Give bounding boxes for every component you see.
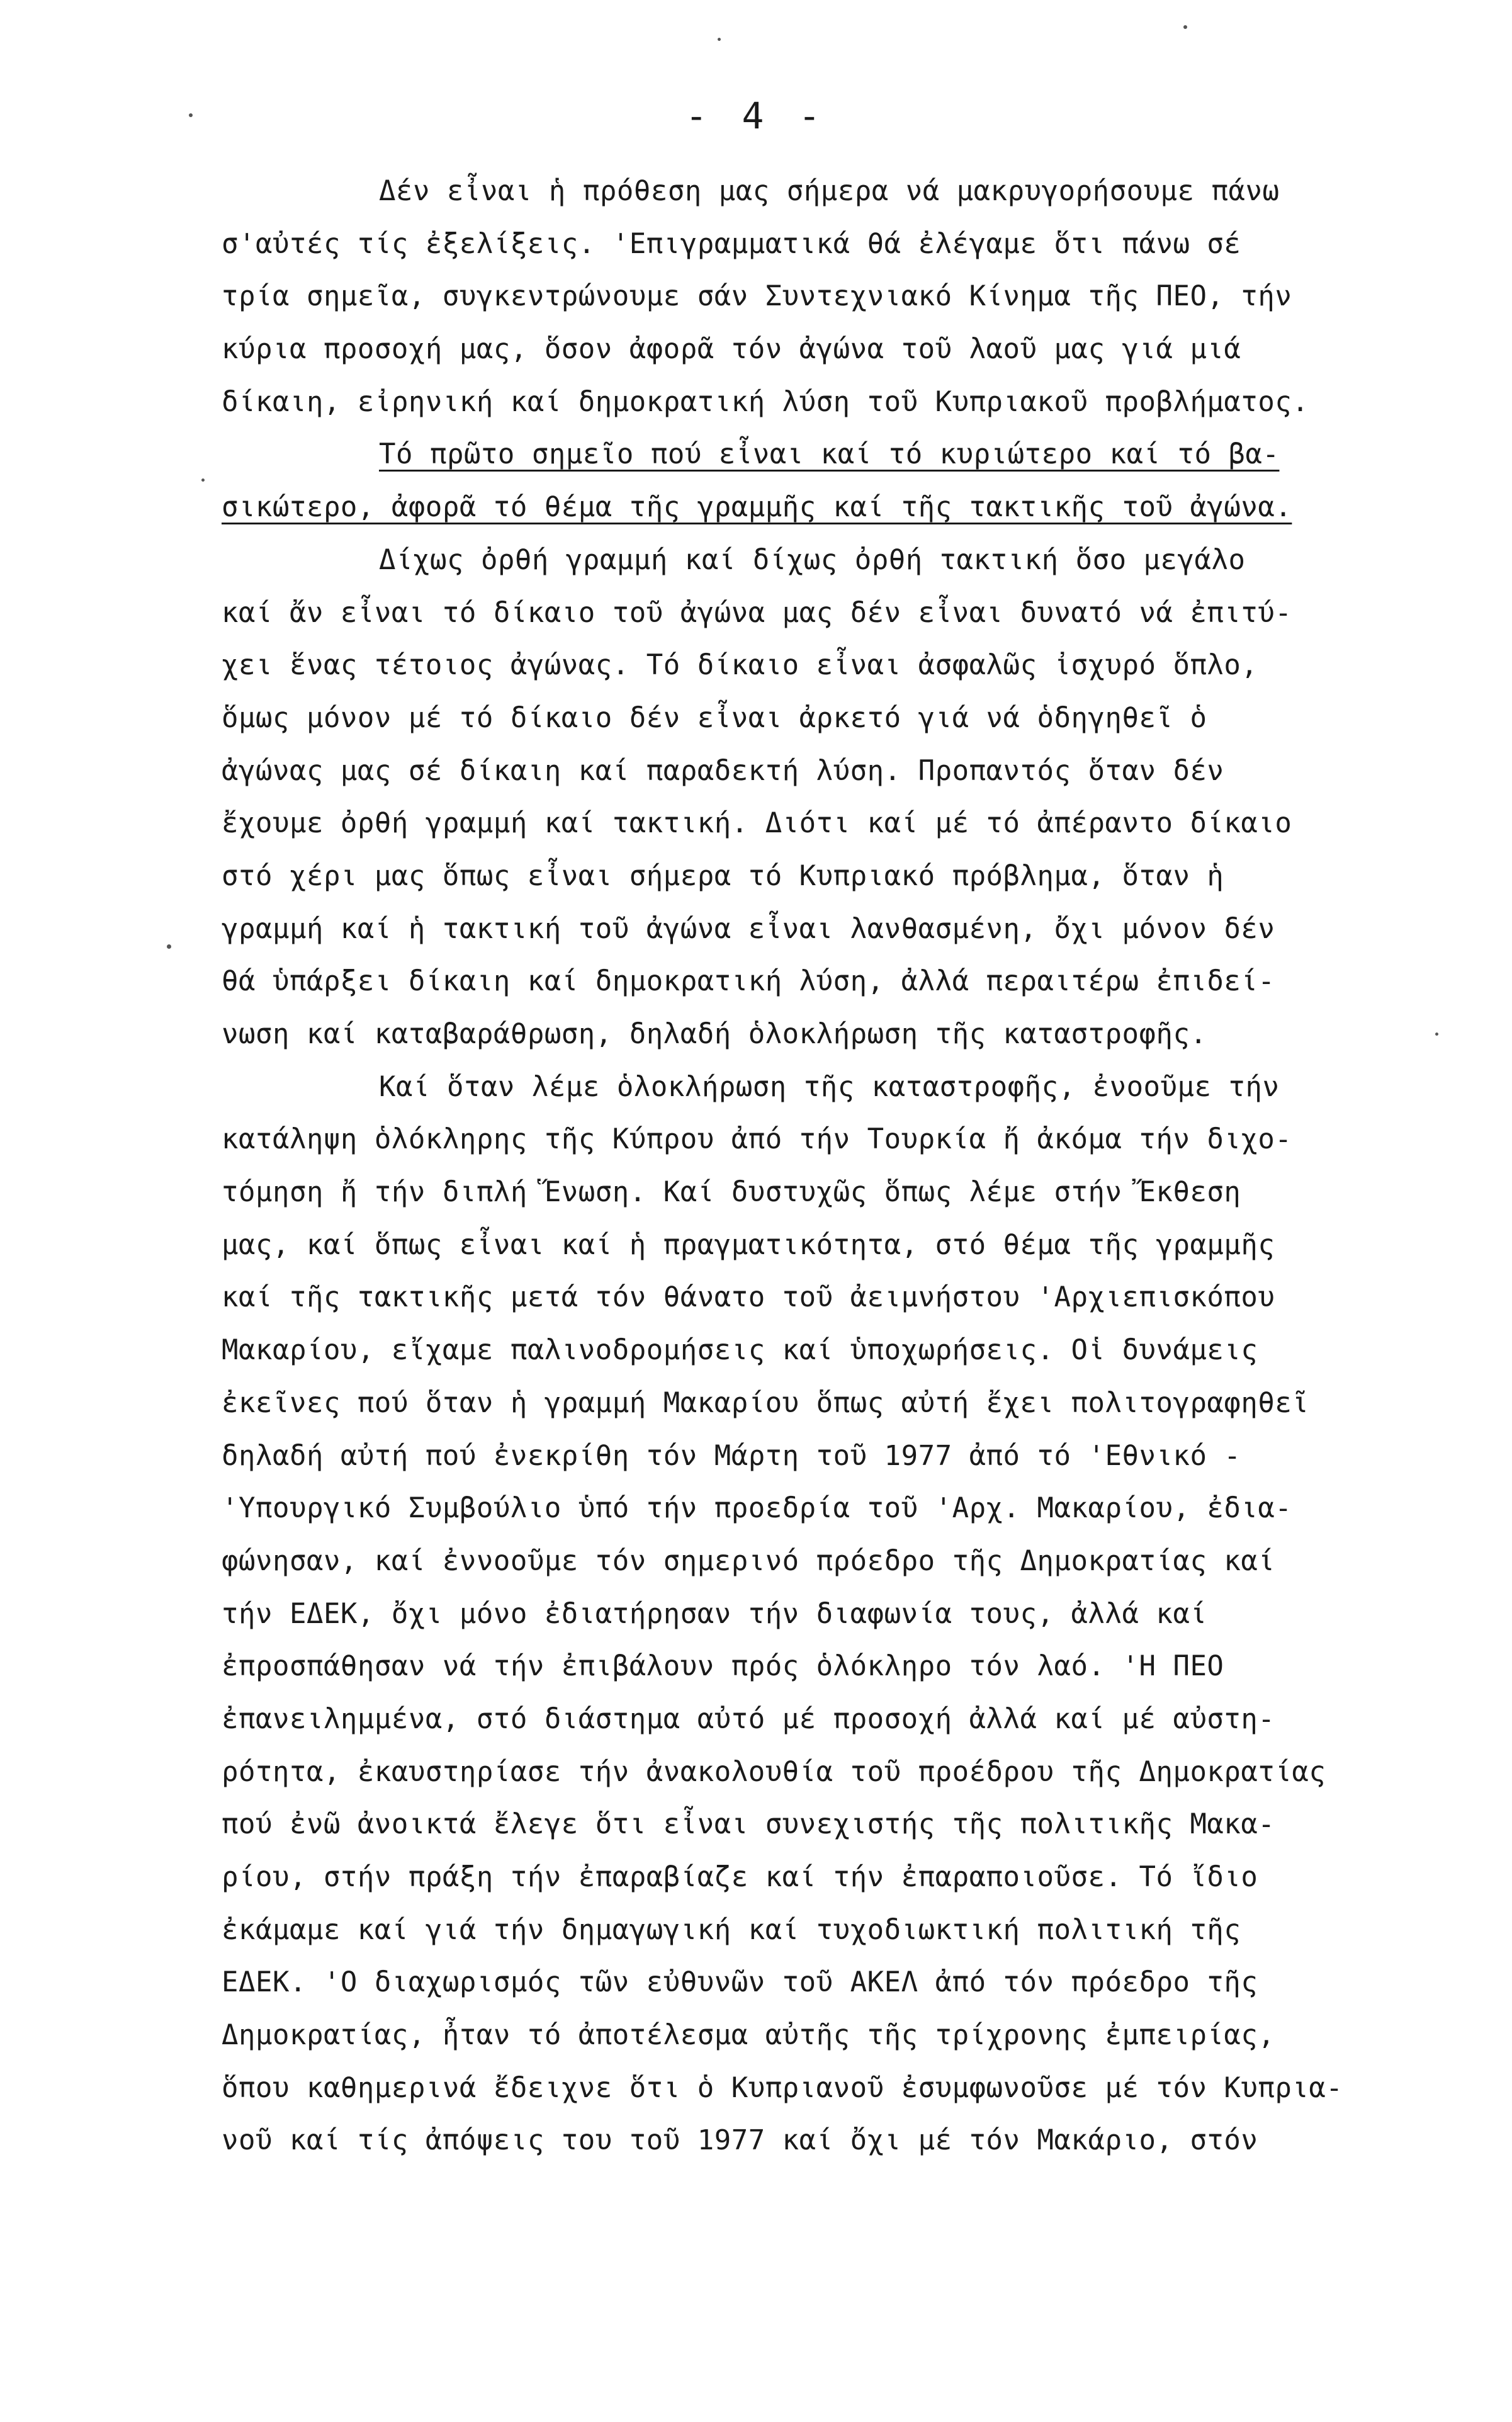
text-line xyxy=(222,955,1405,1008)
text-line-content: Καί ὅταν λέμε ὁλοκλήρωση τῆς καταστροφῆς, ἐνοοῦμε τήν xyxy=(379,1070,1280,1103)
text-line-content: ἐκεῖνες πού ὅταν ἡ γραμμή Μακαρίου ὅπως αὐτή ἔχει πολιτογραφηθεῖ xyxy=(222,1386,1309,1419)
body-text xyxy=(222,165,1405,2167)
text-line xyxy=(222,1746,1405,1799)
text-line-content: ΕΔΕΚ. 'Ο διαχωρισμός τῶν εὐθυνῶν τοῦ ΑΚΕΛ ἀπό τόν πρόεδρο τῆς xyxy=(222,1966,1258,1999)
text-line-content: νωση καί καταβαράθρωση, δηλαδή ὁλοκλήρωση τῆς καταστροφῆς. xyxy=(222,1018,1207,1050)
text-line xyxy=(222,1640,1405,1693)
scan-speck xyxy=(1435,1033,1438,1036)
text-line-content: ἐπροσπάθησαν νά τήν ἐπιβάλουν πρός ὁλόκληρο τόν λαό. 'Η ΠΕΟ xyxy=(222,1650,1224,1683)
text-line-content: πού ἐνῶ ἀνοικτά ἔλεγε ὅτι εἶναι συνεχιστής τῆς πολιτικῆς Μακα- xyxy=(222,1808,1275,1841)
text-line-content: σ'αὐτές τίς ἐξελίξεις. 'Επιγραμματικά θά ἐλέγαμε ὅτι πάνω σέ xyxy=(222,227,1241,260)
text-line xyxy=(222,1851,1405,1904)
page-number: - 4 - xyxy=(685,94,827,137)
text-line-content: θά ὑπάρξει δίκαιη καί δημοκρατική λύση, ἀλλά περαιτέρω ἐπιδεί- xyxy=(222,965,1275,998)
text-line-content: μας, καί ὅπως εἶναι καί ἡ πραγματικότητα, στό θέμα τῆς γραμμῆς xyxy=(222,1228,1275,1261)
text-line xyxy=(222,587,1405,640)
text-line xyxy=(222,1430,1405,1483)
text-line-content: δίκαιη, εἰρηνική καί δημοκρατική λύση τοῦ Κυπριακοῦ προβλήματος. xyxy=(222,385,1309,418)
text-line xyxy=(222,1061,1405,1114)
text-line-content: κύρια προσοχή μας, ὅσον ἀφορᾶ τόν ἀγώνα τοῦ λαοῦ μας γιά μιά xyxy=(222,333,1241,366)
scan-speck xyxy=(201,478,205,482)
text-line xyxy=(222,903,1405,956)
scan-speck xyxy=(1183,25,1187,29)
scan-speck xyxy=(167,944,171,949)
text-line xyxy=(222,1956,1405,2009)
text-line-content: τρία σημεῖα, συγκεντρώνουμε σάν Συντεχνιακό Κίνημα τῆς ΠΕΟ, τήν xyxy=(222,280,1292,313)
text-line-content: τόμηση ἤ τήν διπλή Ἕνωση. Καί δυστυχῶς ὅπως λέμε στήν Ἔκθεση xyxy=(222,1176,1241,1209)
text-line xyxy=(222,1693,1405,1746)
text-line xyxy=(222,1008,1405,1061)
text-line-content: φώνησαν, καί ἐννοοῦμε τόν σημερινό πρόεδρο τῆς Δημοκρατίας καί xyxy=(222,1544,1275,1577)
text-line-content: καί τῆς τακτικῆς μετά τόν θάνατο τοῦ ἀειμνήστου 'Αρχιεπισκόπου xyxy=(222,1281,1275,1314)
text-line-content: Δέν εἶναι ἡ πρόθεση μας σήμερα νά μακρυγορήσουμε πάνω xyxy=(379,175,1280,207)
text-line xyxy=(222,2114,1405,2167)
text-line-content: ρίου, στήν πράξη τήν ἐπαραβίαζε καί τήν ἐπαραποιοῦσε. Τό ἴδιο xyxy=(222,1861,1258,1893)
text-line xyxy=(222,376,1405,429)
text-line-content: τήν ΕΔΕΚ, ὄχι μόνο ἐδιατήρησαν τήν διαφωνία τους, ἀλλά καί xyxy=(222,1597,1207,1630)
text-line-content: κατάληψη ὁλόκληρης τῆς Κύπρου ἀπό τήν Τουρκία ἤ ἀκόμα τήν διχο- xyxy=(222,1123,1292,1156)
text-line-content: 'Υπουργικό Συμβούλιο ὑπό τήν προεδρία τοῦ 'Αρχ. Μακαρίου, ἐδια- xyxy=(222,1492,1292,1525)
text-line-content: ἐπανειλημμένα, στό διάστημα αὐτό μέ προσοχή ἀλλά καί μέ αὐστη- xyxy=(222,1702,1275,1735)
text-line xyxy=(222,1271,1405,1324)
text-line xyxy=(222,428,1405,481)
text-line-content: ἐκάμαμε καί γιά τήν δημαγωγική καί τυχοδιωκτική πολιτική τῆς xyxy=(222,1913,1241,1946)
text-line-content: σικώτερο, ἀφορᾶ τό θέμα τῆς γραμμῆς καί τῆς τακτικῆς τοῦ ἀγώνα. xyxy=(222,491,1292,524)
text-line xyxy=(222,745,1405,798)
text-line-content: ὅμως μόνον μέ τό δίκαιο δέν εἶναι ἀρκετό γιά νά ὁδηγηθεῖ ὁ xyxy=(222,701,1207,734)
text-line xyxy=(222,639,1405,692)
text-line xyxy=(222,165,1405,218)
text-line-content: στό χέρι μας ὅπως εἶναι σήμερα τό Κυπριακό πρόβλημα, ὅταν ἡ xyxy=(222,859,1224,892)
text-line xyxy=(222,534,1405,587)
text-line xyxy=(222,1482,1405,1535)
text-line xyxy=(222,850,1405,903)
text-line-content: νοῦ καί τίς ἀπόψεις του τοῦ 1977 καί ὄχι μέ τόν Μακάριο, στόν xyxy=(222,2124,1258,2157)
text-line-content: καί ἄν εἶναι τό δίκαιο τοῦ ἀγώνα μας δέν εἶναι δυνατό νά ἐπιτύ- xyxy=(222,596,1292,629)
text-line-content: Τό πρῶτο σημεῖο πού εἶναι καί τό κυριώτερο καί τό βα- xyxy=(379,438,1280,471)
text-line xyxy=(222,1798,1405,1851)
text-line xyxy=(222,323,1405,376)
scan-speck xyxy=(718,38,721,41)
text-line xyxy=(222,481,1405,534)
text-line xyxy=(222,2062,1405,2115)
text-line-content: Μακαρίου, εἴχαμε παλινοδρομήσεις καί ὑποχωρήσεις. Οἱ δυνάμεις xyxy=(222,1334,1258,1367)
scan-speck xyxy=(189,113,193,117)
text-line xyxy=(222,1166,1405,1219)
text-line-content: δηλαδή αὐτή πού ἐνεκρίθη τόν Μάρτη τοῦ 1977 ἀπό τό 'Εθνικό - xyxy=(222,1439,1241,1472)
text-line-content: ἀγώνας μας σέ δίκαιη καί παραδεκτή λύση. Προπαντός ὅταν δέν xyxy=(222,754,1224,787)
text-line-content: ὅπου καθημερινά ἔδειχνε ὅτι ὁ Κυπριανοῦ ἐσυμφωνοῦσε μέ τόν Κυπρια- xyxy=(222,2071,1343,2104)
text-line xyxy=(222,270,1405,323)
text-line-content: Δημοκρατίας, ἦταν τό ἀποτέλεσμα αὐτῆς τῆς τρίχρονης ἐμπειρίας, xyxy=(222,2019,1275,2052)
text-line-content: ρότητα, ἐκαυστηρίασε τήν ἀνακολουθία τοῦ προέδρου τῆς Δημοκρατίας xyxy=(222,1755,1326,1788)
text-line-content: Δίχως ὀρθή γραμμή καί δίχως ὀρθή τακτική ὅσο μεγάλο xyxy=(379,543,1246,576)
text-line xyxy=(222,1113,1405,1166)
text-line-content: ἔχουμε ὀρθή γραμμή καί τακτική. Διότι καί μέ τό ἀπέραντο δίκαιο xyxy=(222,807,1292,840)
text-line xyxy=(222,1588,1405,1641)
text-line xyxy=(222,1377,1405,1430)
text-line xyxy=(222,1904,1405,1957)
text-line xyxy=(222,1324,1405,1377)
text-line xyxy=(222,218,1405,271)
text-line-content: γραμμή καί ἡ τακτική τοῦ ἀγώνα εἶναι λανθασμένη, ὄχι μόνον δέν xyxy=(222,912,1275,945)
text-line xyxy=(222,797,1405,850)
text-line-content: χει ἕνας τέτοιος ἀγώνας. Τό δίκαιο εἶναι ἀσφαλῶς ἰσχυρό ὅπλο, xyxy=(222,649,1258,682)
text-line xyxy=(222,692,1405,745)
text-line xyxy=(222,1535,1405,1588)
text-line xyxy=(222,2009,1405,2062)
text-line xyxy=(222,1219,1405,1272)
